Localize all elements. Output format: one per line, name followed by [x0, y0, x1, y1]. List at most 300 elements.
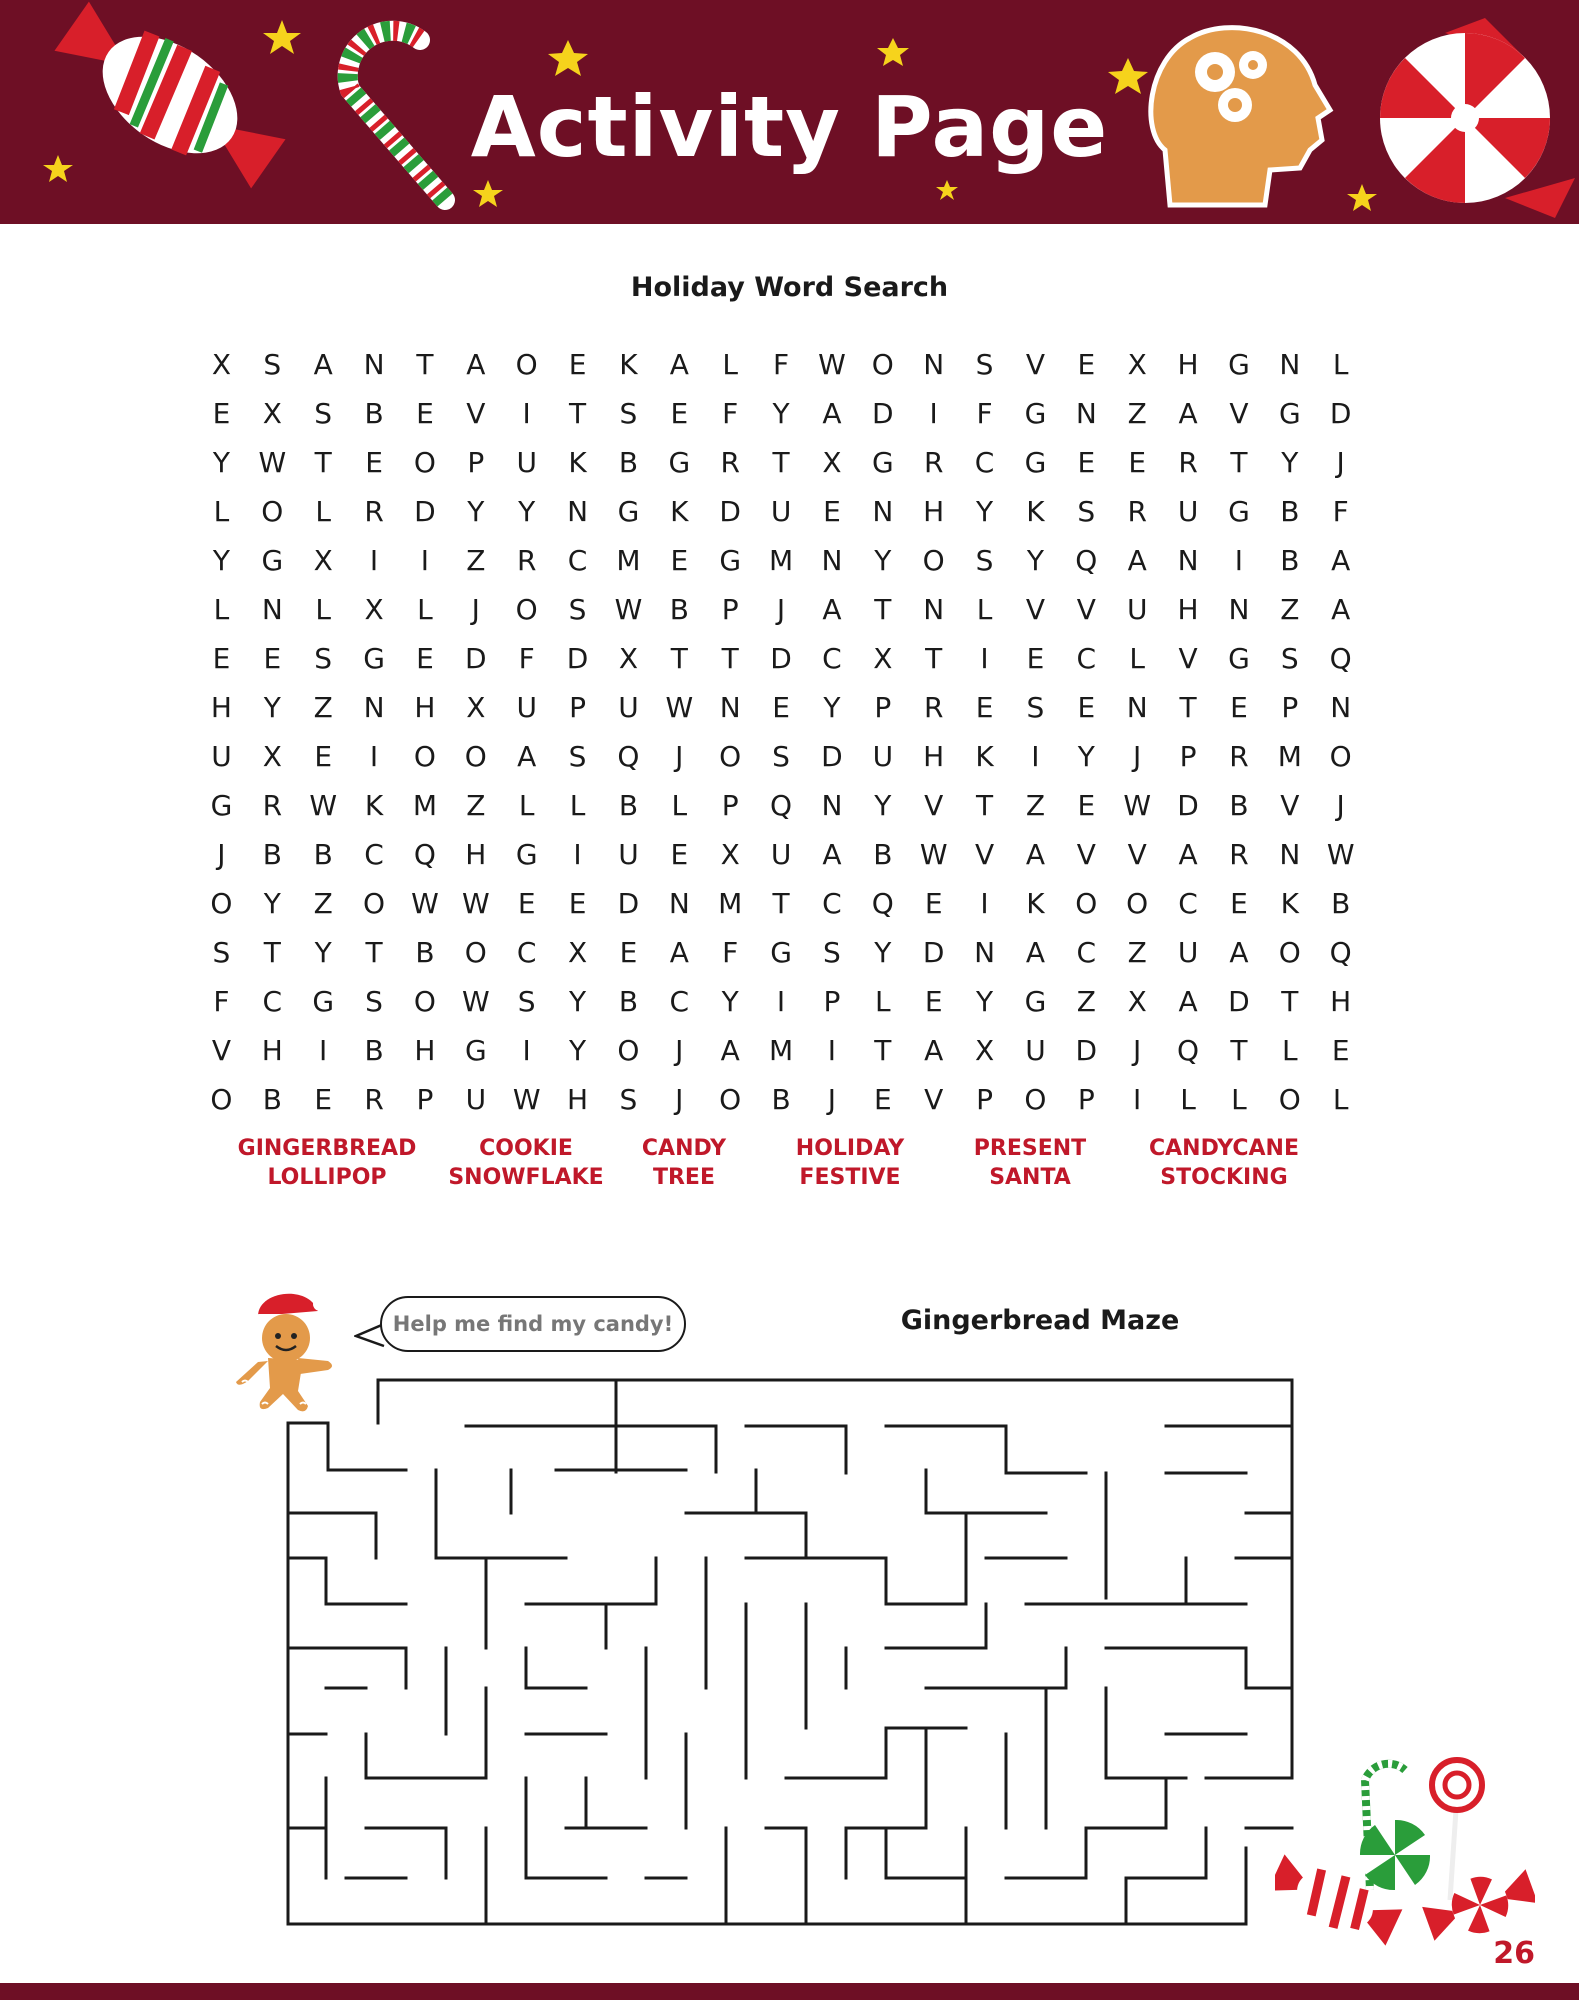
grid-letter[interactable]: E — [568, 348, 587, 381]
grid-letter[interactable]: O — [617, 1034, 640, 1067]
grid-letter[interactable]: O — [515, 593, 538, 626]
grid-letter[interactable]: U — [770, 495, 792, 528]
grid-letter[interactable]: E — [314, 740, 333, 773]
grid-letter[interactable]: M — [768, 544, 794, 577]
grid-letter[interactable]: P — [976, 1083, 993, 1116]
grid-letter[interactable]: X — [822, 446, 842, 479]
grid-letter[interactable]: H — [567, 1083, 589, 1116]
grid-letter[interactable]: O — [210, 1083, 233, 1116]
grid-letter[interactable]: S — [263, 348, 282, 381]
grid-letter[interactable]: O — [515, 348, 538, 381]
grid-letter[interactable]: Z — [1025, 789, 1046, 822]
grid-letter[interactable]: E — [416, 642, 434, 675]
grid-letter[interactable]: T — [1179, 691, 1197, 724]
grid-letter[interactable]: B — [1280, 544, 1300, 577]
grid-letter[interactable]: I — [1031, 740, 1040, 773]
grid-letter[interactable]: O — [1329, 740, 1352, 773]
grid-letter[interactable]: O — [1075, 887, 1098, 920]
grid-letter[interactable]: D — [414, 495, 436, 528]
grid-letter[interactable]: T — [365, 936, 383, 969]
grid-letter[interactable]: L — [518, 789, 535, 822]
grid-letter[interactable]: R — [1127, 495, 1147, 528]
grid-letter[interactable]: V — [466, 397, 486, 430]
grid-letter[interactable]: W — [1326, 838, 1355, 871]
grid-letter[interactable]: W — [1123, 789, 1152, 822]
grid-letter[interactable]: T — [772, 887, 790, 920]
grid-letter[interactable]: B — [618, 446, 639, 479]
grid-letter[interactable]: I — [827, 1034, 837, 1067]
grid-letter[interactable]: G — [617, 495, 640, 528]
grid-letter[interactable]: G — [1278, 397, 1301, 430]
grid-letter[interactable]: A — [1178, 397, 1198, 430]
grid-letter[interactable]: X — [1127, 985, 1147, 1018]
grid-letter[interactable]: E — [212, 397, 231, 430]
grid-letter[interactable]: N — [567, 495, 589, 528]
grid-letter[interactable]: Y — [721, 985, 739, 1018]
grid-letter[interactable]: J — [675, 1034, 684, 1067]
grid-letter[interactable]: C — [1178, 887, 1198, 920]
grid-letter[interactable]: G — [312, 985, 335, 1018]
grid-letter[interactable]: W — [818, 348, 846, 381]
grid-letter[interactable]: J — [1133, 740, 1142, 773]
grid-letter[interactable]: K — [568, 446, 587, 479]
grid-letter[interactable]: N — [872, 495, 894, 528]
grid-letter[interactable]: K — [975, 740, 994, 773]
grid-letter[interactable]: K — [1280, 887, 1299, 920]
grid-letter[interactable]: N — [719, 691, 741, 724]
grid-letter[interactable]: G — [210, 789, 233, 822]
grid-letter[interactable]: A — [1025, 838, 1046, 871]
grid-letter[interactable]: A — [517, 740, 537, 773]
grid-letter[interactable]: E — [263, 642, 282, 675]
grid-letter[interactable]: M — [412, 789, 438, 822]
grid-letter[interactable]: I — [776, 985, 786, 1018]
grid-letter[interactable]: P — [569, 691, 586, 724]
grid-letter[interactable]: G — [668, 446, 691, 479]
grid-letter[interactable]: A — [822, 593, 842, 626]
grid-letter[interactable]: H — [1330, 985, 1352, 1018]
grid-letter[interactable]: Z — [1127, 397, 1147, 430]
grid-letter[interactable]: A — [669, 348, 689, 381]
grid-letter[interactable]: N — [923, 593, 945, 626]
grid-letter[interactable]: S — [568, 593, 587, 626]
grid-letter[interactable]: F — [976, 397, 993, 430]
grid-letter[interactable]: A — [822, 397, 842, 430]
grid-letter[interactable]: J — [1336, 789, 1345, 822]
grid-letter[interactable]: E — [924, 985, 943, 1018]
grid-letter[interactable]: S — [823, 936, 841, 969]
grid-letter[interactable]: W — [461, 985, 490, 1018]
grid-letter[interactable]: G — [261, 544, 284, 577]
grid-letter[interactable]: P — [721, 789, 739, 822]
grid-letter[interactable]: Y — [518, 495, 536, 528]
grid-letter[interactable]: V — [1025, 593, 1046, 626]
grid-letter[interactable]: W — [411, 887, 439, 920]
grid-letter[interactable]: M — [1277, 740, 1302, 773]
grid-letter[interactable]: Y — [314, 936, 332, 969]
grid-letter[interactable]: U — [1177, 936, 1199, 969]
grid-letter[interactable]: Y — [1281, 446, 1299, 479]
grid-letter[interactable]: P — [416, 1083, 434, 1116]
grid-letter[interactable]: N — [1126, 691, 1148, 724]
grid-letter[interactable]: K — [619, 348, 638, 381]
grid-letter[interactable]: A — [924, 1034, 944, 1067]
grid-letter[interactable]: Y — [772, 397, 790, 430]
grid-letter[interactable]: S — [568, 740, 587, 773]
grid-letter[interactable]: V — [924, 1083, 944, 1116]
grid-letter[interactable]: X — [262, 397, 282, 430]
grid-letter[interactable]: Y — [874, 936, 892, 969]
grid-letter[interactable]: F — [518, 642, 535, 675]
grid-letter[interactable]: U — [618, 838, 639, 871]
grid-letter[interactable]: H — [923, 495, 945, 528]
grid-letter[interactable]: M — [768, 1034, 794, 1067]
grid-letter[interactable]: W — [512, 1083, 541, 1116]
grid-letter[interactable]: Y — [212, 544, 230, 577]
grid-letter[interactable]: S — [314, 642, 333, 675]
grid-letter[interactable]: O — [1024, 1083, 1047, 1116]
grid-letter[interactable]: Z — [466, 544, 486, 577]
grid-letter[interactable]: B — [313, 838, 333, 871]
grid-letter[interactable]: X — [262, 740, 282, 773]
grid-letter[interactable]: Y — [263, 691, 281, 724]
grid-letter[interactable]: T — [874, 593, 892, 626]
grid-letter[interactable]: K — [670, 495, 689, 528]
grid-letter[interactable]: R — [1229, 740, 1249, 773]
grid-letter[interactable]: L — [671, 789, 688, 822]
grid-letter[interactable]: Y — [874, 789, 892, 822]
grid-letter[interactable]: N — [1228, 593, 1250, 626]
grid-letter[interactable]: B — [1280, 495, 1300, 528]
grid-letter[interactable]: N — [1330, 691, 1352, 724]
grid-letter[interactable]: F — [213, 985, 230, 1018]
grid-letter[interactable]: O — [464, 936, 487, 969]
grid-letter[interactable]: Y — [569, 985, 587, 1018]
grid-letter[interactable]: U — [516, 691, 537, 724]
grid-letter[interactable]: R — [923, 691, 944, 724]
grid-letter[interactable]: I — [369, 740, 379, 773]
grid-letter[interactable]: V — [1280, 789, 1300, 822]
grid-letter[interactable]: L — [1332, 348, 1349, 381]
grid-letter[interactable]: V — [1076, 838, 1096, 871]
grid-letter[interactable]: A — [1331, 544, 1351, 577]
grid-letter[interactable]: I — [1133, 1083, 1142, 1116]
grid-letter[interactable]: U — [1025, 1034, 1046, 1067]
grid-letter[interactable]: O — [1278, 1083, 1301, 1116]
grid-letter[interactable]: Q — [1329, 642, 1352, 675]
grid-letter[interactable]: U — [516, 446, 537, 479]
grid-letter[interactable]: E — [1077, 691, 1096, 724]
grid-letter[interactable]: A — [1025, 936, 1046, 969]
grid-letter[interactable]: D — [770, 642, 792, 675]
grid-letter[interactable]: L — [315, 593, 331, 626]
grid-letter[interactable]: X — [466, 691, 486, 724]
grid-letter[interactable]: N — [923, 348, 945, 381]
grid-letter[interactable]: R — [262, 789, 283, 822]
grid-letter[interactable]: R — [720, 446, 740, 479]
grid-letter[interactable]: O — [871, 348, 894, 381]
grid-letter[interactable]: E — [670, 397, 689, 430]
grid-letter[interactable]: E — [975, 691, 994, 724]
grid-letter[interactable]: W — [614, 593, 643, 626]
grid-letter[interactable]: D — [922, 936, 945, 969]
grid-letter[interactable]: J — [776, 593, 786, 626]
grid-letter[interactable]: X — [974, 1034, 995, 1067]
grid-letter[interactable]: Q — [413, 838, 436, 871]
grid-letter[interactable]: E — [416, 397, 434, 430]
grid-letter[interactable]: E — [772, 691, 790, 724]
grid-letter[interactable]: I — [1234, 544, 1244, 577]
grid-letter[interactable]: H — [465, 838, 487, 871]
grid-letter[interactable]: E — [517, 887, 536, 920]
grid-letter[interactable]: H — [210, 691, 232, 724]
grid-letter[interactable]: T — [976, 789, 994, 822]
grid-letter[interactable]: H — [261, 1034, 283, 1067]
grid-letter[interactable]: A — [669, 936, 689, 969]
grid-letter[interactable]: G — [1024, 985, 1047, 1018]
grid-letter[interactable]: P — [823, 985, 841, 1018]
grid-letter[interactable]: E — [365, 446, 383, 479]
grid-letter[interactable]: E — [924, 887, 943, 920]
grid-letter[interactable]: S — [365, 985, 383, 1018]
grid-letter[interactable]: D — [1177, 789, 1199, 822]
grid-letter[interactable]: D — [719, 495, 741, 528]
grid-letter[interactable]: V — [924, 789, 944, 822]
grid-letter[interactable]: V — [211, 1034, 232, 1067]
grid-letter[interactable]: C — [822, 887, 842, 920]
grid-letter[interactable]: E — [823, 495, 841, 528]
grid-letter[interactable]: P — [1281, 691, 1299, 724]
grid-letter[interactable]: E — [1230, 691, 1248, 724]
grid-letter[interactable]: B — [262, 1083, 282, 1116]
grid-letter[interactable]: E — [619, 936, 638, 969]
grid-letter[interactable]: U — [1126, 593, 1148, 626]
grid-letter[interactable]: L — [213, 495, 230, 528]
grid-letter[interactable]: H — [1177, 348, 1199, 381]
grid-letter[interactable]: I — [522, 397, 531, 430]
grid-letter[interactable]: T — [772, 446, 790, 479]
grid-letter[interactable]: D — [1329, 397, 1352, 430]
grid-letter[interactable]: A — [466, 348, 486, 381]
grid-letter[interactable]: B — [1331, 887, 1351, 920]
grid-letter[interactable]: P — [1179, 740, 1197, 773]
grid-letter[interactable]: C — [1076, 936, 1097, 969]
grid-letter[interactable]: A — [1229, 936, 1249, 969]
grid-letter[interactable]: U — [1177, 495, 1199, 528]
grid-letter[interactable]: Y — [569, 1034, 587, 1067]
grid-letter[interactable]: N — [1177, 544, 1199, 577]
grid-letter[interactable]: W — [665, 691, 694, 724]
grid-letter[interactable]: G — [871, 446, 894, 479]
grid-letter[interactable]: J — [217, 838, 226, 871]
grid-letter[interactable]: S — [619, 397, 638, 430]
grid-letter[interactable]: E — [670, 838, 689, 871]
grid-letter[interactable]: R — [364, 1083, 384, 1116]
grid-letter[interactable]: Z — [313, 887, 333, 920]
grid-letter[interactable]: I — [522, 1034, 531, 1067]
grid-letter[interactable]: N — [974, 936, 996, 969]
grid-letter[interactable]: Z — [313, 691, 333, 724]
grid-letter[interactable]: N — [821, 789, 843, 822]
grid-letter[interactable]: L — [1231, 1083, 1247, 1116]
grid-letter[interactable]: C — [516, 936, 537, 969]
grid-letter[interactable]: M — [616, 544, 641, 577]
grid-letter[interactable]: W — [258, 446, 287, 479]
grid-letter[interactable]: G — [515, 838, 538, 871]
grid-letter[interactable]: L — [213, 593, 230, 626]
grid-letter[interactable]: Y — [212, 446, 230, 479]
grid-letter[interactable]: P — [874, 691, 892, 724]
grid-letter[interactable]: A — [313, 348, 333, 381]
grid-letter[interactable]: T — [1281, 985, 1299, 1018]
grid-letter[interactable]: I — [573, 838, 582, 871]
grid-letter[interactable]: E — [1331, 1034, 1350, 1067]
grid-letter[interactable]: X — [1127, 348, 1147, 381]
grid-letter[interactable]: P — [721, 593, 739, 626]
grid-letter[interactable]: U — [872, 740, 894, 773]
grid-letter[interactable]: N — [261, 593, 283, 626]
grid-letter[interactable]: S — [619, 1083, 638, 1116]
grid-letter[interactable]: N — [1075, 397, 1097, 430]
grid-letter[interactable]: B — [771, 1083, 791, 1116]
grid-letter[interactable]: J — [675, 740, 684, 773]
grid-letter[interactable]: K — [1026, 887, 1045, 920]
grid-letter[interactable]: F — [773, 348, 790, 381]
grid-letter[interactable]: T — [569, 397, 587, 430]
grid-letter[interactable]: R — [923, 446, 944, 479]
grid-letter[interactable]: S — [975, 348, 994, 381]
grid-letter[interactable]: T — [416, 348, 434, 381]
grid-letter[interactable]: S — [975, 544, 994, 577]
grid-letter[interactable]: Q — [871, 887, 894, 920]
grid-letter[interactable]: H — [414, 691, 436, 724]
grid-letter[interactable]: G — [770, 936, 792, 969]
grid-letter[interactable]: V — [974, 838, 995, 871]
grid-letter[interactable]: H — [414, 1034, 436, 1067]
grid-letter[interactable]: E — [1077, 348, 1096, 381]
grid-letter[interactable]: L — [417, 593, 433, 626]
grid-letter[interactable]: S — [1077, 495, 1096, 528]
grid-letter[interactable]: D — [617, 887, 640, 920]
maze-puzzle[interactable] — [286, 1378, 1296, 1928]
grid-letter[interactable]: E — [1230, 887, 1248, 920]
grid-letter[interactable]: S — [772, 740, 790, 773]
grid-letter[interactable]: G — [464, 1034, 487, 1067]
grid-letter[interactable]: W — [309, 789, 338, 822]
grid-letter[interactable]: Q — [617, 740, 640, 773]
grid-letter[interactable]: G — [363, 642, 385, 675]
grid-letter[interactable]: G — [1228, 495, 1250, 528]
grid-letter[interactable]: Z — [466, 789, 486, 822]
grid-letter[interactable]: X — [364, 593, 384, 626]
grid-letter[interactable]: T — [1230, 446, 1248, 479]
grid-letter[interactable]: O — [363, 887, 386, 920]
grid-letter[interactable]: H — [1177, 593, 1199, 626]
grid-letter[interactable]: B — [262, 838, 282, 871]
grid-letter[interactable]: O — [210, 887, 233, 920]
grid-letter[interactable]: A — [822, 838, 842, 871]
grid-letter[interactable]: A — [720, 1034, 740, 1067]
grid-letter[interactable]: E — [568, 887, 587, 920]
grid-letter[interactable]: K — [1026, 495, 1045, 528]
grid-letter[interactable]: J — [675, 1083, 684, 1116]
grid-letter[interactable]: S — [1026, 691, 1045, 724]
grid-letter[interactable]: X — [618, 642, 639, 675]
grid-letter[interactable]: H — [923, 740, 945, 773]
grid-letter[interactable]: E — [1077, 789, 1096, 822]
grid-letter[interactable]: Y — [467, 495, 485, 528]
grid-letter[interactable]: O — [922, 544, 945, 577]
grid-letter[interactable]: V — [1025, 348, 1046, 381]
grid-letter[interactable]: D — [1228, 985, 1250, 1018]
grid-letter[interactable]: O — [413, 740, 436, 773]
grid-letter[interactable]: F — [722, 397, 739, 430]
grid-letter[interactable]: D — [566, 642, 589, 675]
grid-letter[interactable]: Q — [1329, 936, 1352, 969]
grid-letter[interactable]: C — [1076, 642, 1097, 675]
grid-letter[interactable]: N — [363, 691, 385, 724]
grid-letter[interactable]: R — [1178, 446, 1198, 479]
grid-letter[interactable]: Y — [874, 544, 892, 577]
grid-letter[interactable]: W — [461, 887, 490, 920]
grid-letter[interactable]: U — [211, 740, 232, 773]
grid-letter[interactable]: Y — [263, 887, 281, 920]
grid-letter[interactable]: F — [722, 936, 739, 969]
grid-letter[interactable]: C — [669, 985, 690, 1018]
grid-letter[interactable]: C — [262, 985, 283, 1018]
grid-letter[interactable]: O — [413, 446, 436, 479]
grid-letter[interactable]: Z — [1076, 985, 1096, 1018]
grid-letter[interactable]: G — [1024, 446, 1047, 479]
grid-letter[interactable]: T — [925, 642, 943, 675]
grid-letter[interactable]: L — [1180, 1083, 1196, 1116]
grid-letter[interactable]: J — [1133, 1034, 1142, 1067]
grid-letter[interactable]: I — [980, 642, 989, 675]
grid-letter[interactable]: D — [821, 740, 843, 773]
grid-letter[interactable]: L — [1282, 1034, 1298, 1067]
grid-letter[interactable]: E — [1128, 446, 1147, 479]
grid-letter[interactable]: A — [1178, 985, 1198, 1018]
grid-letter[interactable]: Z — [1280, 593, 1300, 626]
grid-letter[interactable]: N — [821, 544, 843, 577]
grid-letter[interactable]: J — [1336, 446, 1345, 479]
grid-letter[interactable]: I — [420, 544, 430, 577]
grid-letter[interactable]: S — [517, 985, 536, 1018]
grid-letter[interactable]: O — [1126, 887, 1149, 920]
grid-letter[interactable]: O — [719, 740, 742, 773]
grid-letter[interactable]: T — [314, 446, 332, 479]
grid-letter[interactable]: N — [1279, 838, 1301, 871]
grid-letter[interactable]: Z — [1127, 936, 1147, 969]
grid-letter[interactable]: Y — [976, 985, 994, 1018]
grid-letter[interactable]: L — [569, 789, 586, 822]
grid-letter[interactable]: N — [668, 887, 690, 920]
grid-letter[interactable]: I — [319, 1034, 328, 1067]
grid-letter[interactable]: Y — [823, 691, 841, 724]
grid-letter[interactable]: X — [211, 348, 232, 381]
grid-letter[interactable]: E — [212, 642, 231, 675]
grid-letter[interactable]: Y — [1026, 544, 1044, 577]
grid-letter[interactable]: T — [721, 642, 739, 675]
grid-letter[interactable]: E — [873, 1083, 892, 1116]
grid-letter[interactable]: E — [1077, 446, 1096, 479]
grid-letter[interactable]: I — [980, 887, 989, 920]
grid-letter[interactable]: R — [516, 544, 537, 577]
grid-letter[interactable]: L — [722, 348, 738, 381]
grid-letter[interactable]: D — [1075, 1034, 1098, 1067]
grid-letter[interactable]: C — [567, 544, 588, 577]
grid-letter[interactable]: L — [315, 495, 331, 528]
